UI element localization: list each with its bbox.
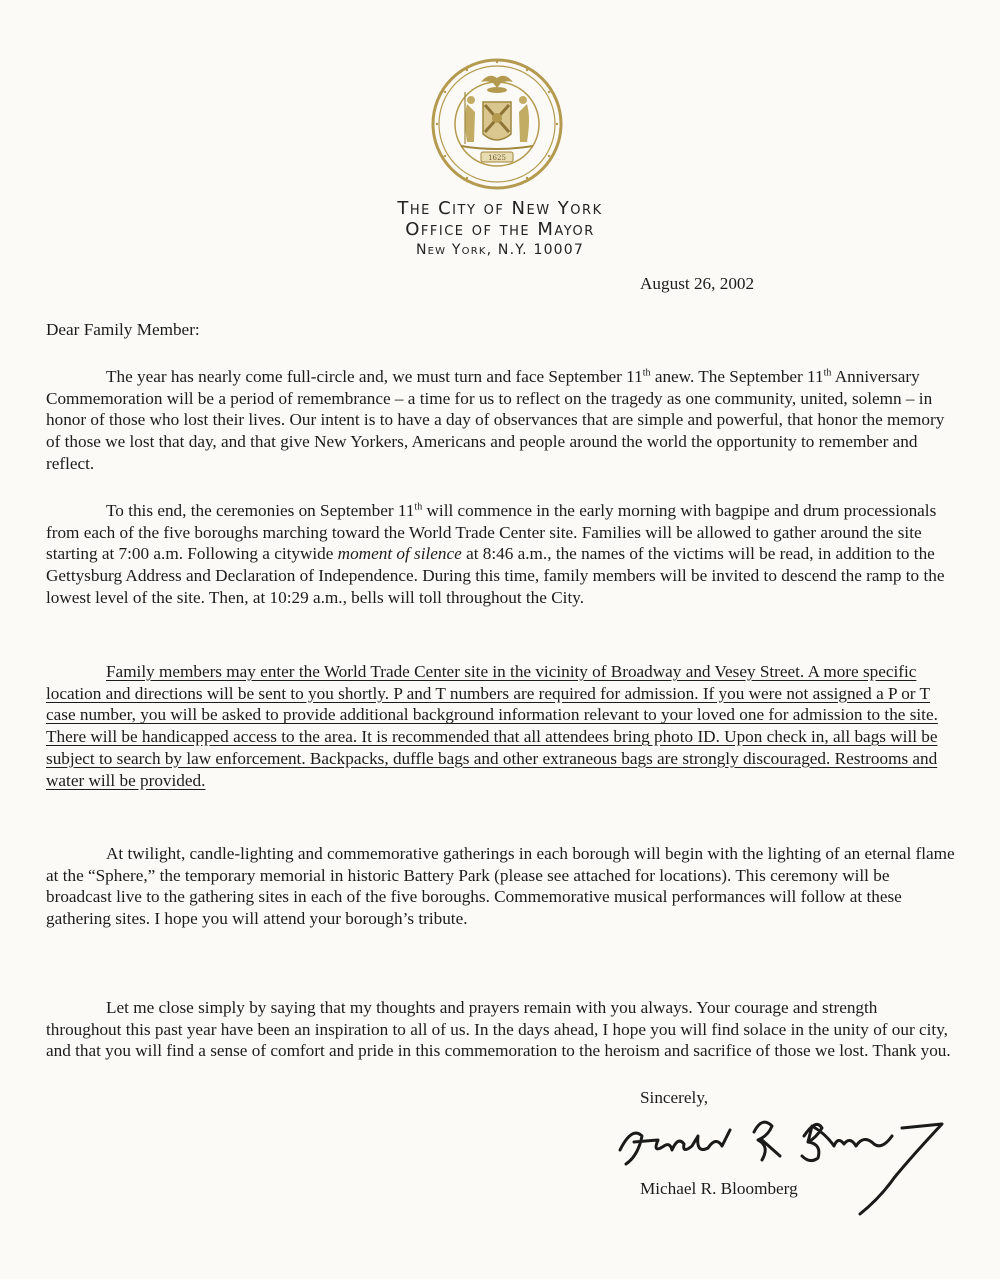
p1-sup-2: th [823, 367, 832, 379]
paragraph-closing: Let me close simply by saying that my thoughts and prayers remain with you always. Your courage and strength throughout this past year have been an inspiration to all of us. In the days ahead, I hope you will find solace in the unity of our city, and that you will find a sense of comfort and pride in this commemoration to the heroism and sacrifice of those we lost. Thank you. [46, 998, 951, 1061]
salutation: Dear Family Member: [46, 320, 200, 339]
letterhead-office: Office of the Mayor [405, 219, 595, 240]
p3-underlined-text: Family members may enter the World Trade Center site in the vicinity of Broadway and Vesey Street. A more specific location and directions will be sent to you shortly. P and T numbers are required for admission. If you were not assigned a P or T case number, you will be asked to provide additional background information relevant to your loved one for admission to the site. There will be handicapped access to the area. It is recommended that all attendees bring photo ID. Upon check in, all bags will be subject to search by law enforcement. Backpacks, duffle bags and other extraneous bags are strongly discouraged. Restrooms and water will be provided. [46, 662, 938, 790]
p1-text-b: anew. The September 11 [650, 367, 824, 386]
letter-date: August 26, 2002 [640, 274, 755, 293]
paragraph-ceremonies [46, 500, 956, 609]
p2-text-b: will commence in the early morning with bagpipe and drum processionals from each of the five boroughs marching toward the World Trade Center site. Families will be allowed to gather around the site starting at 7:00 a.m. Following a citywide [46, 501, 937, 564]
signer-name: Michael R. Bloomberg [640, 1179, 798, 1198]
paragraph-admission [46, 661, 956, 791]
letterhead-city: The City of New York [397, 198, 603, 219]
paragraph-twilight: At twilight, candle-lighting and commemorative gatherings in each borough will begin with the lighting of an eternal flame at the “Sphere,” the temporary memorial in historic Battery Park (please see attached for locations). This ceremony will be broadcast live to the gathering sites in each of the five boroughs. Commemorative musical performances will follow at these gathering sites. I hope you will attend your borough’s tribute. [46, 844, 955, 929]
p2-text-a: To this end, the ceremonies on September 11 [106, 501, 415, 520]
nyc-seal-icon [427, 52, 567, 192]
svg-text:1625: 1625 [488, 154, 506, 162]
p1-text-a: The year has nearly come full-circle and, we must turn and face September 11 [106, 367, 643, 386]
p2-italic: moment of silence [337, 544, 462, 564]
p2-text-c: at 8:46 a.m., the names of the victims will be read, in addition to the Gettysburg Address and Declaration of Independence. During this time, family members will be invited to descend the ramp to the lowest level of the site. Then, at 10:29 a.m., bells will toll throughout the City. [46, 544, 945, 607]
p2-sup: th [414, 501, 423, 513]
p1-text-c: Anniversary Commemoration will be a period of remembrance – a time for us to reflect on the tragedy as one community, united, solemn – in honor of those who lost their lives. Our intent is to have a day of observances that are simple and powerful, that honor the memory of those we lost that day, and that give New Yorkers, Americans and people around the world the opportunity to remember and reflect. [46, 367, 945, 473]
p1-sup-1: th [642, 367, 651, 379]
handwritten-signature-icon [612, 1106, 957, 1226]
letterhead-address: New York, N.Y. 10007 [415, 242, 585, 258]
paragraph-intro [46, 366, 956, 475]
closing: Sincerely, [640, 1088, 709, 1107]
